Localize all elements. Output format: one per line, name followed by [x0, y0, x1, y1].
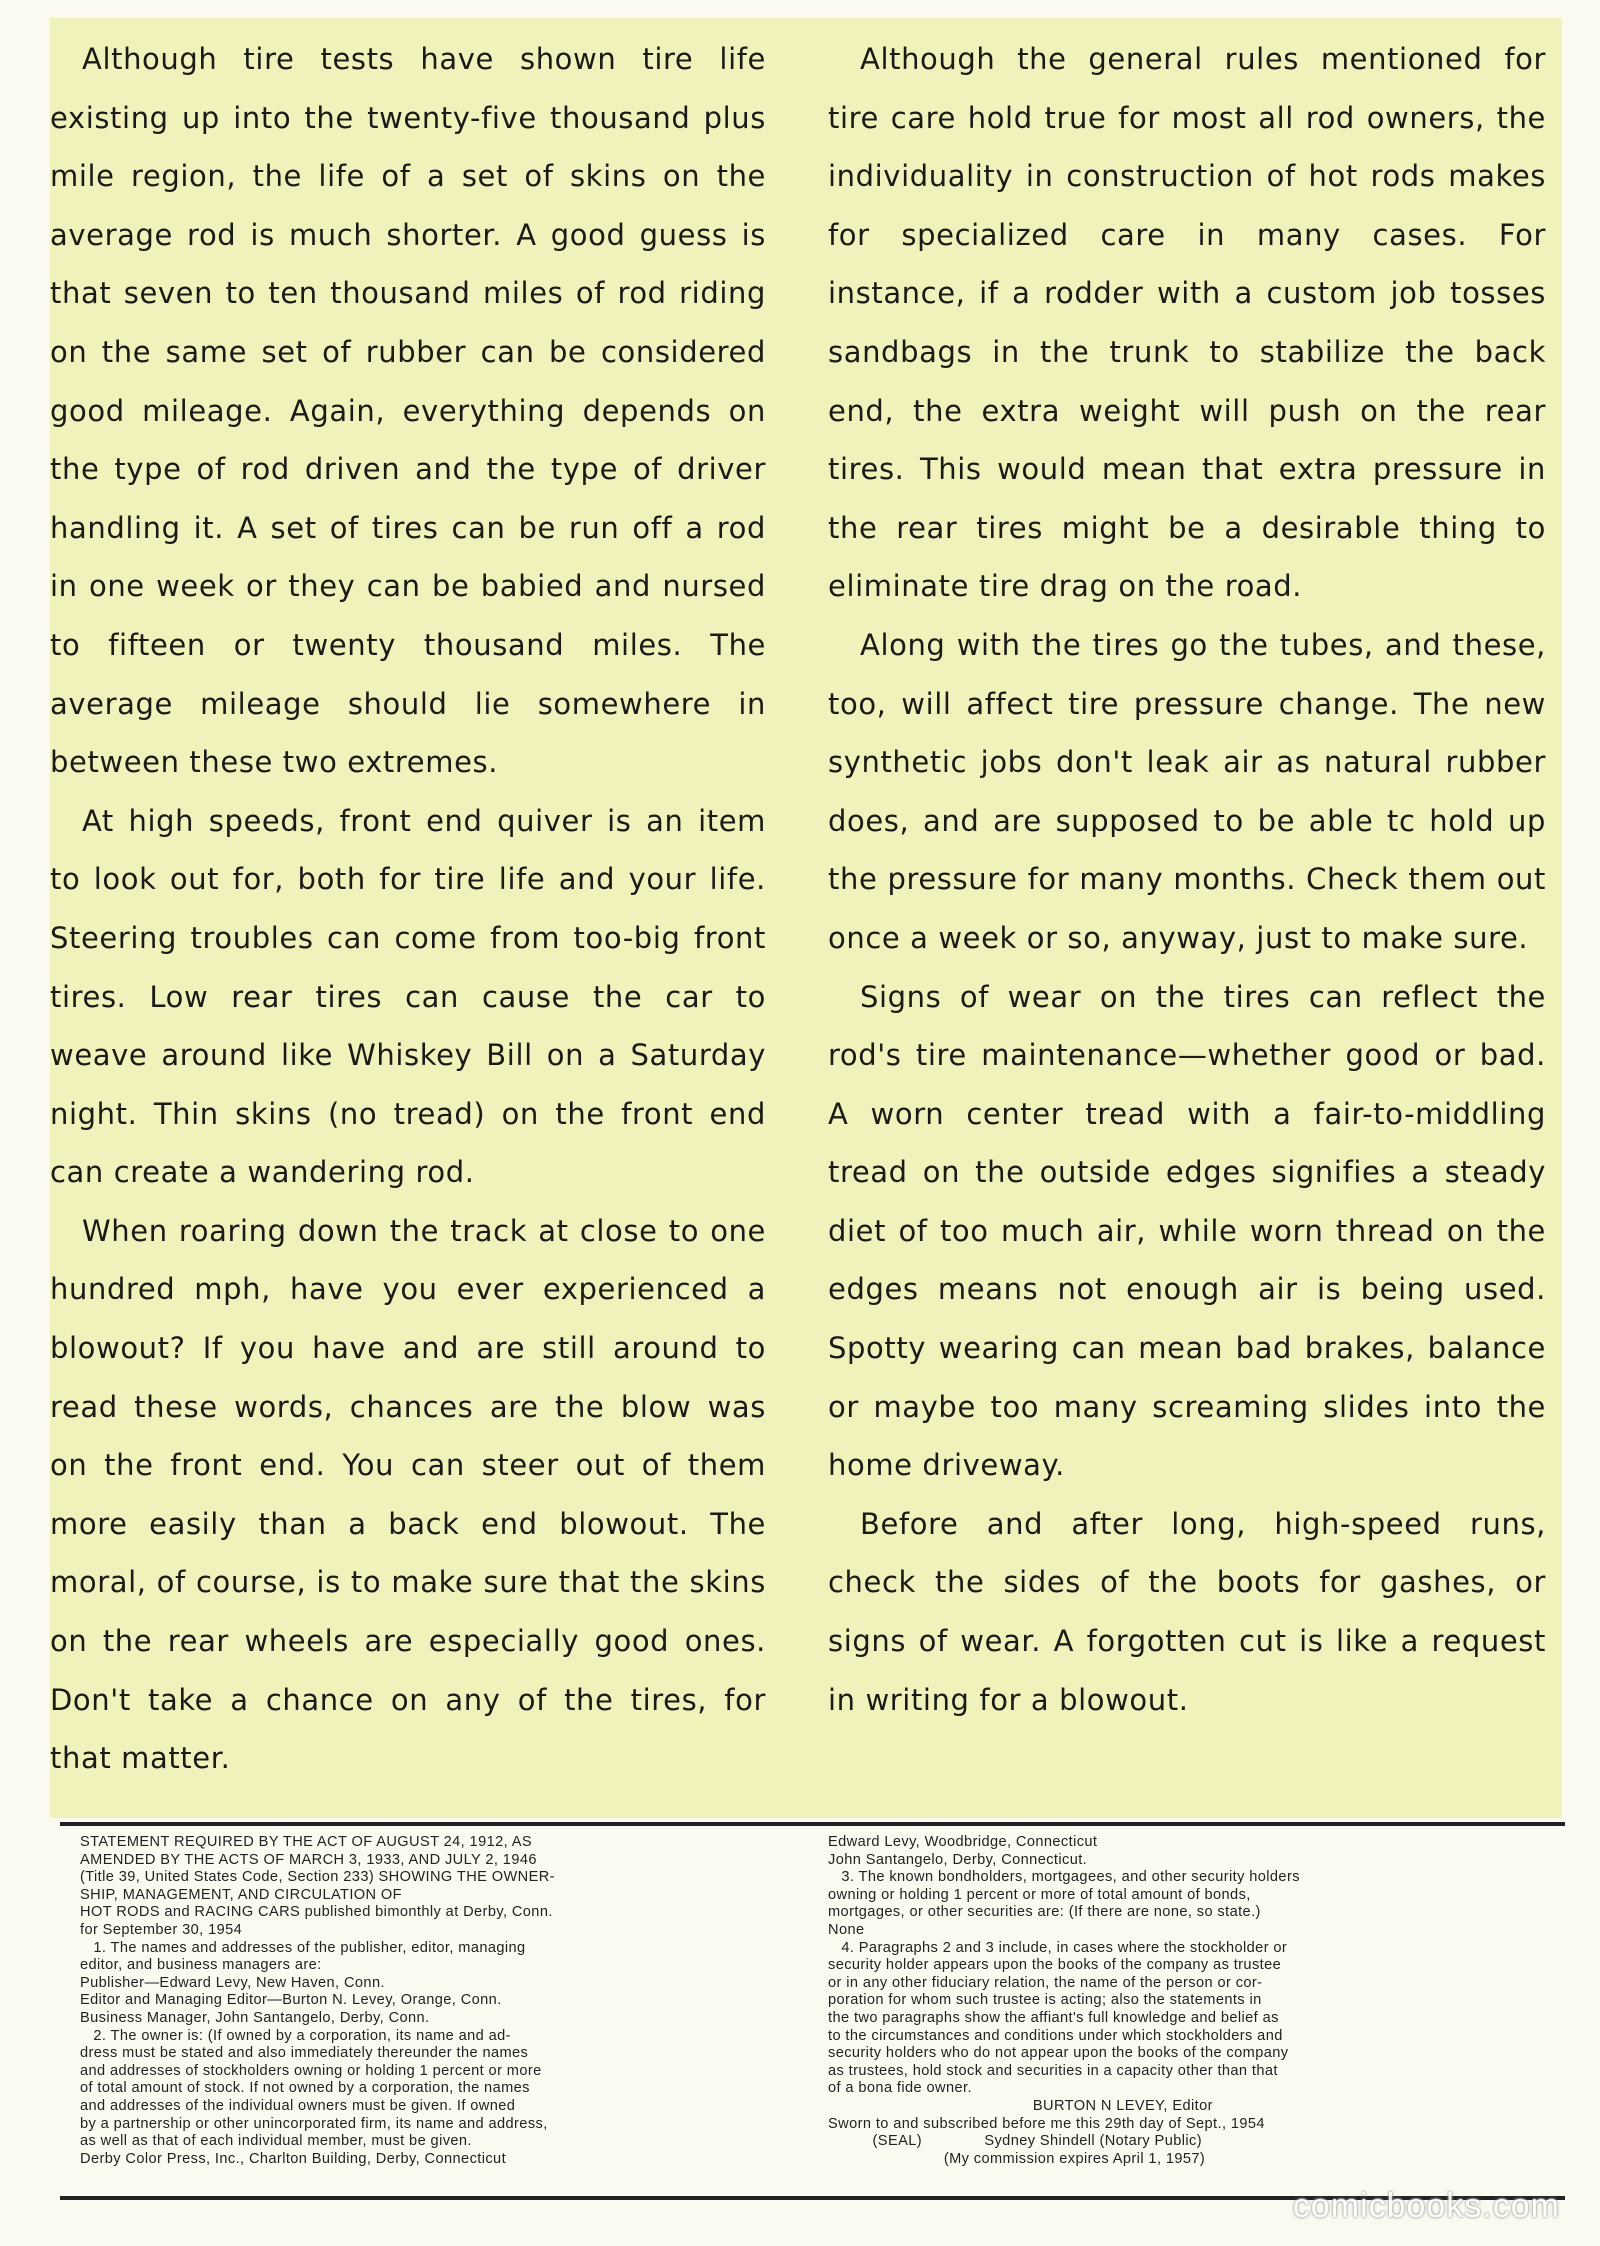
statement-line: 3. The known bondholders, mortgagees, and other security holders — [828, 1869, 1300, 1886]
article-paragraph: When roaring down the track at close to one hundred mph, have you ever experienced a blowout? If you have and are still around to read these words, chances are the blow was on the front end. You can steer out of them more easily than a back end blowout. The moral, of course, is to make sure that the skins on the rear wheels are especially good ones. Don't take a chance on any of the tires, for that matter. — [50, 1213, 766, 1776]
statement-line: to the circumstances and conditions under which stockholders and — [828, 2027, 1283, 2044]
statement-line: 4. Paragraphs 2 and 3 include, in cases where the stockholder or — [828, 1939, 1288, 1956]
article-paragraph: Signs of wear on the tires can reflect the rod's tire maintenance—whether good or bad. A worn center tread with a fair-to-middling tread on the outside edges signifies a steady diet of too much air, while worn thread on the edges means not enough air is being used. Spotty wearing can mean bad brakes, balance or maybe too many screaming slides into the home driveway. — [828, 979, 1546, 1483]
statement-line: for September 30, 1954 — [80, 1921, 243, 1938]
statement-line: of a bona fide owner. — [828, 2080, 972, 2097]
statement-line: 1. The names and addresses of the publisher, editor, managing — [80, 1939, 526, 1956]
statement-line: editor, and business managers are: — [80, 1957, 322, 1974]
left-column — [50, 30, 766, 1788]
statement-line: Business Manager, John Santangelo, Derby, Conn. — [80, 2009, 430, 2026]
statement-line: HOT RODS and RACING CARS published bimonthly at Derby, Conn. — [80, 1904, 553, 1921]
statement-line: (My commission expires April 1, 1957) — [828, 2150, 1206, 2167]
statement-line: owning or holding 1 percent or more of total amount of bonds, — [828, 1886, 1251, 1903]
article-paragraph: Before and after long, high-speed runs, check the sides of the boots for gashes, or signs of wear. A forgotten cut is like a request in writing for a blowout. — [828, 1506, 1546, 1717]
statement-line: Sworn to and subscribed before me this 29th day of Sept., 1954 — [828, 2115, 1265, 2132]
statement-line: or in any other fiduciary relation, the name of the person or cor- — [828, 1974, 1263, 1991]
watermark: comicbooks.com — [1292, 2187, 1560, 2225]
article-paragraph: Although the general rules mentioned for tire care hold true for most all rod owners, the individuality in construction of hot rods makes for specialized care in many cases. For instance, if a rodder with a custom job tosses sandbags in the trunk to stabilize the back end, the extra weight will push on the rear tires. This would mean that extra pressure in the rear tires might be a desirable thing to eliminate tire drag on the road. — [828, 42, 1546, 604]
statement-line: dress must be stated and also immediately thereunder the names — [80, 2045, 529, 2062]
statement-line: 2. The owner is: (If owned by a corporation, its name and ad- — [80, 2027, 511, 2044]
statement-line: and addresses of stockholders owning or holding 1 percent or more — [80, 2062, 542, 2079]
statement-line: mortgages, or other securities are: (If there are none, so state.) — [828, 1904, 1261, 1921]
article-paragraph: Along with the tires go the tubes, and these, too, will affect tire pressure change. The new synthetic jobs don't leak air as natural rubber does, and are supposed to be able tc hold up the pressure for many months. Check them out once a week or so, anyway, just to make sure. — [828, 627, 1546, 955]
statement-line: Derby Color Press, Inc., Charlton Building, Derby, Connecticut — [80, 2150, 507, 2167]
statement-line: BURTON N LEVEY, Editor — [828, 2097, 1213, 2114]
statement-line: security holder appears upon the books of the company as trustee — [828, 1957, 1282, 1974]
statement-line: security holders who do not appear upon the books of the company — [828, 2045, 1289, 2062]
statement-left-column — [80, 1834, 815, 2168]
statement-line: SHIP, MANAGEMENT, AND CIRCULATION OF — [80, 1886, 402, 1903]
statement-line: (Title 39, United States Code, Section 233) SHOWING THE OWNER- — [80, 1869, 555, 1886]
statement-line: Publisher—Edward Levy, New Haven, Conn. — [80, 1974, 385, 1991]
statement-line: and addresses of the individual owners must be given. If owned — [80, 2097, 516, 2114]
statement-line: None — [828, 1921, 865, 1938]
statement-line: of total amount of stock. If not owned by a corporation, the names — [80, 2080, 530, 2097]
article-paragraph: At high speeds, front end quiver is an item to look out for, both for tire life and your life. Steering troubles can come from too-big front tires. Low rear tires can cause the car to weave around like Whiskey Bill on a Saturday night. Thin skins (no tread) on the front end can create a wandering rod. — [50, 803, 766, 1190]
statement-line: STATEMENT REQUIRED BY THE ACT OF AUGUST 24, 1912, AS — [80, 1834, 532, 1850]
statement-line: (SEAL) Sydney Shindell (Notary Public) — [828, 2133, 1202, 2150]
statement-line: Edward Levy, Woodbridge, Connecticut — [828, 1834, 1098, 1850]
statement-line: by a partnership or other unincorporated firm, its name and address, — [80, 2115, 548, 2132]
ownership-statement — [60, 1822, 1565, 2200]
statement-line: the two paragraphs show the affiant's full knowledge and belief as — [828, 2009, 1279, 2026]
article-paragraph: Although tire tests have shown tire life existing up into the twenty-five thousand plus mile region, the life of a set of skins on the average rod is much shorter. A good guess is that seven to ten thousand miles of rod riding on the same set of rubber can be considered good mileage. Again, everything depends on the type of rod driven and the type of driver handling it. A set of tires can be run off a rod in one week or they can be babied and nursed to fifteen or twenty thousand miles. The average mileage should lie somewhere in between these two extremes. — [50, 42, 766, 780]
statement-line: as trustees, hold stock and securities in a capacity other than that — [828, 2062, 1278, 2079]
statement-right-column — [828, 1834, 1558, 2168]
right-column — [828, 30, 1546, 1729]
statement-line: AMENDED BY THE ACTS OF MARCH 3, 1933, AND JULY 2, 1946 — [80, 1851, 537, 1868]
statement-line: Editor and Managing Editor—Burton N. Levey, Orange, Conn. — [80, 1992, 502, 2009]
statement-line: poration for whom such trustee is acting; also the statements in — [828, 1992, 1262, 2009]
statement-line: as well as that of each individual member, must be given. — [80, 2133, 472, 2150]
article-body — [50, 30, 1562, 1810]
statement-line: John Santangelo, Derby, Connecticut. — [828, 1851, 1088, 1868]
